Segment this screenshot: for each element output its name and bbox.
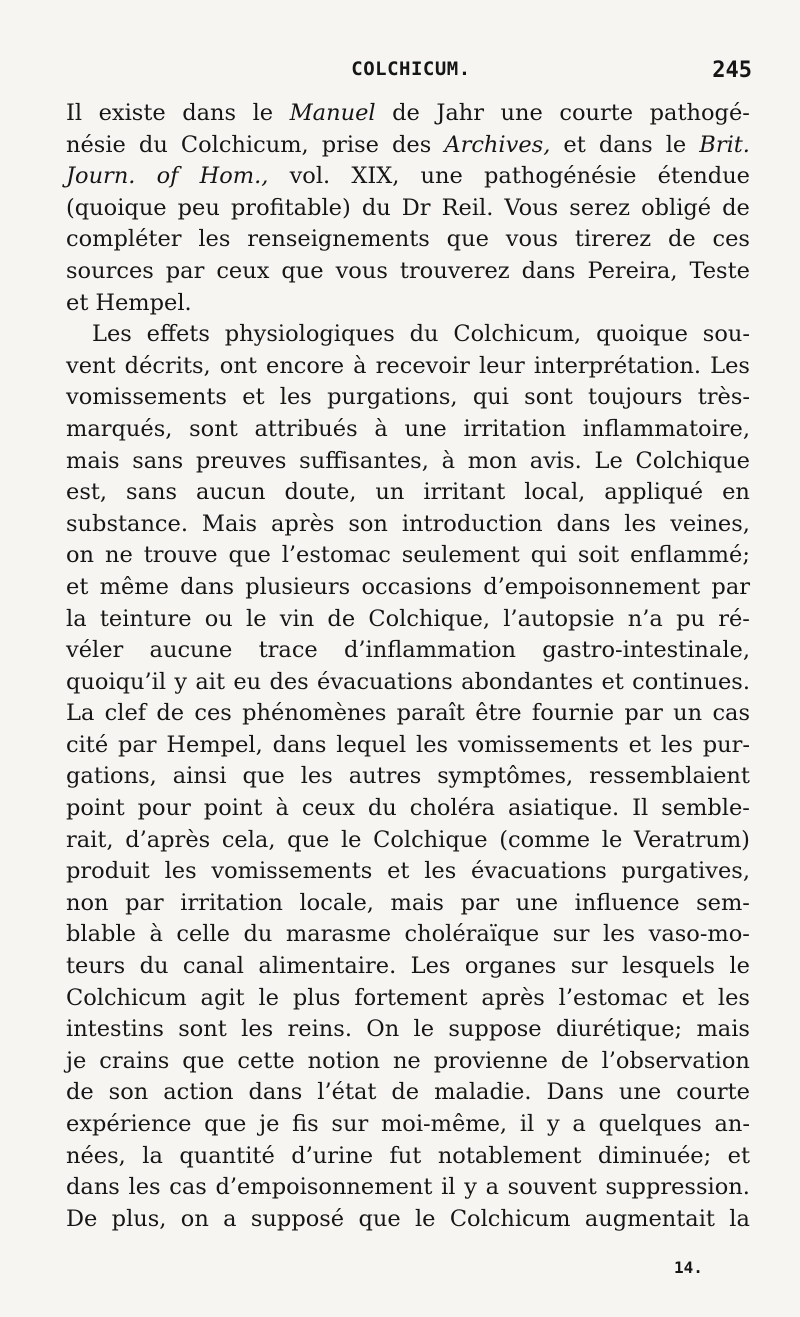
text-line: non par irritation locale, mais par une influence sem-: [66, 889, 750, 916]
text-line: vent décrits, ont encore à recevoir leur interprétation. Les: [66, 352, 750, 379]
text-line: Il existe dans le Manuel de Jahr une courte pathogé-: [66, 100, 750, 126]
text-line: teurs du canal alimentaire. Les organes sur lesquels le: [66, 953, 750, 980]
text-line: quoiqu’il y ait eu des évacuations abondantes et continues.: [66, 668, 750, 695]
text-line: intestins sont les reins. On le suppose diurétique; mais: [66, 1016, 750, 1043]
text-line: rait, d’après cela, que le Colchique (comme le Veratrum): [66, 826, 750, 853]
text-line: est, sans aucun doute, un irritant local, appliqué en: [66, 479, 750, 506]
text-line: de son action dans l’état de maladie. Dans une courte: [66, 1079, 750, 1106]
text-line: Colchicum agit le plus fortement après l’estomac et les: [66, 984, 750, 1011]
text-line: cité par Hempel, dans lequel les vomissements et les pur-: [66, 731, 750, 758]
text-line: dans les cas d’empoisonnement il y a souvent suppression.: [66, 1174, 750, 1201]
text-line: substance. Mais après son introduction dans les veines,: [66, 510, 750, 537]
text-line: la teinture ou le vin de Colchique, l’autopsie n’a pu ré-: [66, 605, 750, 632]
text-line: vomissements et les purgations, qui sont toujours très-: [66, 384, 750, 411]
text-line: (quoique peu profitable) du Dr Reil. Vous serez obligé de: [66, 194, 750, 221]
text-line: gations, ainsi que les autres symptômes, ressemblaient: [66, 763, 750, 790]
text-line: nées, la quantité d’urine fut notablement diminuée; et: [66, 1142, 750, 1169]
text-line: De plus, on a supposé que le Colchicum augmentait la: [66, 1205, 750, 1232]
page-number: 245: [712, 58, 752, 83]
text-line: compléter les renseignements que vous tirerez de ces: [66, 226, 750, 253]
text-line: sources par ceux que vous trouverez dans Pereira, Teste: [66, 257, 750, 284]
text-line: véler aucune trace d’inflammation gastro-intestinale,: [66, 637, 750, 664]
text-line: expérience que je fis sur moi-même, il y a quelques an-: [66, 1111, 750, 1137]
text-line: et Hempel.: [66, 289, 192, 316]
text-line: La clef de ces phénomènes paraît être fournie par un cas: [66, 700, 750, 727]
text-line: produit les vomissements et les évacuations purgatives,: [66, 858, 750, 885]
running-title: COLCHICUM.: [351, 58, 471, 80]
text-line: et même dans plusieurs occasions d’empoisonnement par: [66, 573, 750, 600]
text-line: on ne trouve que l’estomac seulement qui soit enflammé;: [66, 542, 750, 569]
text-line: marqués, sont attribués à une irritation inflammatoire,: [66, 415, 750, 442]
text-line: blable à celle du marasme cholérаïque sur les vaso-mo-: [66, 921, 750, 948]
body-text: [66, 98, 750, 1235]
text-line: Les effets physiologiques du Colchicum, quoique sou-: [92, 321, 750, 348]
signature-mark: 14.: [674, 1258, 703, 1277]
running-head: [70, 58, 752, 88]
text-line: je crains que cette notion ne provienne de l’observation: [66, 1047, 750, 1074]
text-line: point pour point à ceux du choléra asiatique. Il semble-: [66, 795, 750, 822]
text-line: nésie du Colchicum, prise des Archives, et dans le Brit.: [66, 131, 750, 158]
text-line: mais sans preuves suffisantes, à mon avis. Le Colchique: [66, 447, 750, 474]
text-line: Journ. of Hom., vol. XIX, une pathogénésie étendue: [66, 163, 750, 190]
